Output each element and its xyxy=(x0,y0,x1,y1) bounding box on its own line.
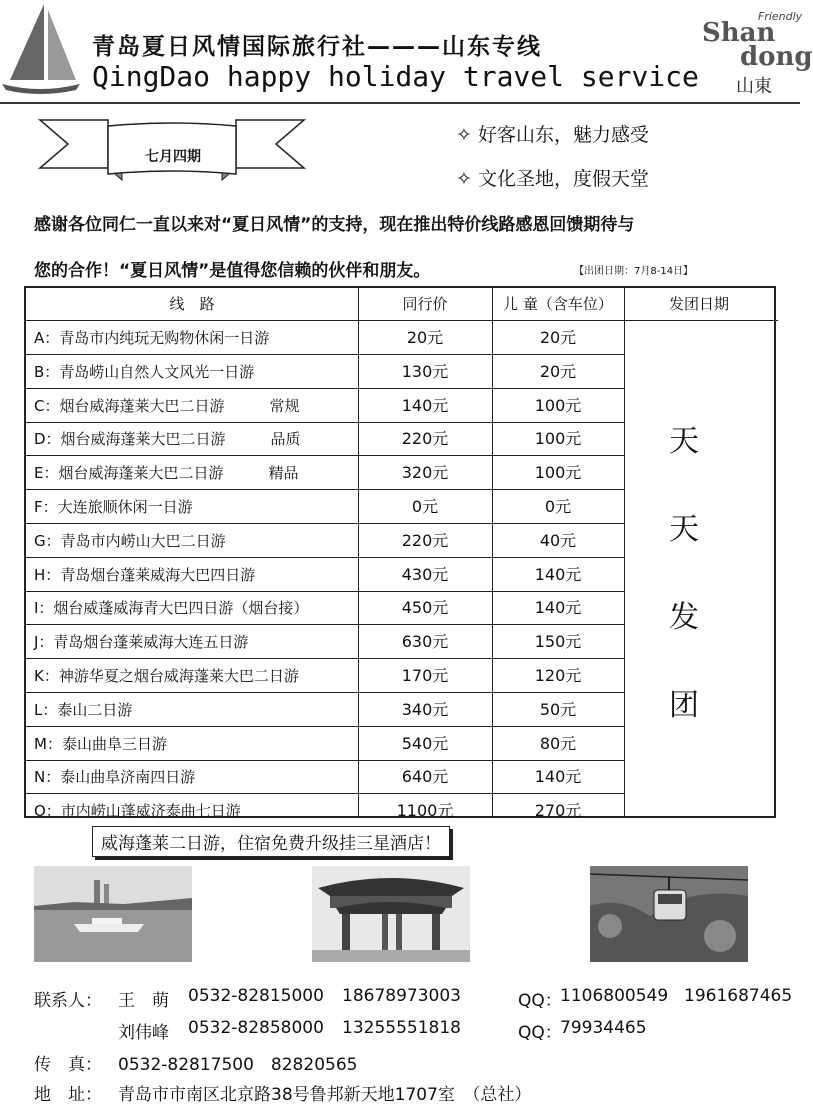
adult-price: 220元 xyxy=(401,530,449,550)
adult-price: 220元 xyxy=(401,429,449,449)
child-price: 0元 xyxy=(544,497,572,516)
agency-title-en: QingDao happy holiday travel service xyxy=(92,60,699,93)
adult-price: 340元 xyxy=(401,699,449,719)
table-row xyxy=(26,558,624,592)
header-child-price: 儿 童（含车位） xyxy=(503,295,613,313)
header-route: 线 路 xyxy=(169,295,215,313)
adult-price: 170元 xyxy=(401,666,449,685)
route-name: B：青岛崂山自然人文风光一日游 xyxy=(34,362,255,381)
agency-title-cn: 青岛夏日风情国际旅行社———山东专线 xyxy=(92,34,542,60)
brand-friendly: Friendly xyxy=(758,10,803,23)
child-price: 20元 xyxy=(539,328,577,347)
route-name: C：烟台威海蓬莱大巴二日游 常规 xyxy=(34,396,300,415)
brand-cn: 山東 xyxy=(736,76,772,97)
temple-gate-photo xyxy=(312,866,470,962)
table-row xyxy=(26,422,624,456)
daily-char: 天 xyxy=(669,424,699,459)
qq-2: 79934465 xyxy=(560,1018,647,1038)
adult-price: 140元 xyxy=(401,395,449,415)
route-name: J：青岛烟台蓬莱威海大连五日游 xyxy=(34,633,249,652)
address-label: 地 址： xyxy=(34,1085,102,1105)
contact-label: 联系人： xyxy=(34,991,102,1011)
daily-char: 团 xyxy=(669,688,699,723)
daily-char: 发 xyxy=(669,600,699,635)
child-price: 100元 xyxy=(534,395,582,415)
route-name: F：大连旅顺休闲一日游 xyxy=(34,498,193,516)
qq-1: 1106800549 xyxy=(560,986,669,1006)
qq-1b: 1961687465 xyxy=(684,986,793,1006)
child-price: 100元 xyxy=(534,429,582,449)
intro-line-2: 您的合作！“夏日风情”是值得您信赖的伙伴和朋友。 xyxy=(34,261,431,281)
child-price: 80元 xyxy=(539,733,577,753)
shandong-brand-logo xyxy=(696,8,813,97)
table-row xyxy=(26,321,624,355)
address-text: 青岛市市南区北京路38号鲁邦新天地1707室 （总社） xyxy=(118,1085,532,1105)
route-name: A：青岛市内纯玩无购物休闲一日游 xyxy=(34,329,270,347)
child-price: 150元 xyxy=(534,632,582,652)
cable-car-photo xyxy=(590,866,748,962)
table-row xyxy=(26,794,624,828)
table-row xyxy=(26,659,624,693)
fax-numbers: 0532-82817500 82820565 xyxy=(118,1055,358,1075)
price-table xyxy=(24,286,776,821)
adult-price: 430元 xyxy=(401,564,449,584)
adult-price: 130元 xyxy=(401,361,449,381)
route-name: H：青岛烟台蓬莱威海大巴四日游 xyxy=(34,565,256,584)
harbor-ferry-photo xyxy=(34,866,192,962)
adult-price: 640元 xyxy=(401,767,449,787)
adult-price: 630元 xyxy=(401,632,449,652)
route-name: I：烟台威蓬威海青大巴四日游（烟台接） xyxy=(34,599,309,618)
table-row xyxy=(26,693,624,727)
table-row xyxy=(26,727,624,761)
contact-mobile-2: 13255551818 xyxy=(342,1018,461,1038)
daily-char: 天 xyxy=(669,512,699,547)
child-price: 50元 xyxy=(539,699,577,719)
child-price: 120元 xyxy=(534,666,582,685)
table-row xyxy=(26,456,624,490)
contact-person-1: 王 萌 xyxy=(118,991,169,1011)
child-price: 40元 xyxy=(539,530,577,550)
child-price: 140元 xyxy=(534,564,582,584)
header-adult-price: 同行价 xyxy=(402,295,448,313)
contact-mobile-1: 18678973003 xyxy=(342,986,461,1006)
table-row xyxy=(26,625,624,659)
header-divider xyxy=(0,102,800,104)
table-row xyxy=(26,760,624,794)
slogan-1: ✧ 好客山东，魅力感受 xyxy=(456,124,649,146)
child-price: 140元 xyxy=(534,598,582,618)
qq-label-2: QQ： xyxy=(518,1023,562,1043)
fax-label: 传 真： xyxy=(34,1055,102,1075)
header-departure: 发团日期 xyxy=(668,295,729,313)
adult-price: 20元 xyxy=(406,328,444,347)
adult-price: 540元 xyxy=(401,733,449,753)
adult-price: 1100元 xyxy=(396,801,454,821)
child-price: 100元 xyxy=(534,463,582,483)
brand-shan: Shan xyxy=(702,18,776,48)
adult-price: 450元 xyxy=(401,598,449,618)
issue-label: 七月四期 xyxy=(145,149,201,165)
slogan-2: ✧ 文化圣地，度假天堂 xyxy=(456,168,649,190)
route-name: N：泰山曲阜济南四日游 xyxy=(34,768,196,787)
adult-price: 0元 xyxy=(411,497,439,516)
sailboat-logo xyxy=(0,0,82,95)
child-price: 140元 xyxy=(534,767,582,787)
route-name: D：烟台威海蓬莱大巴二日游 品质 xyxy=(34,430,301,449)
route-name: K：神游华夏之烟台威海蓬莱大巴二日游 xyxy=(34,667,299,685)
child-price: 270元 xyxy=(534,801,582,821)
contact-phone-1: 0532-82815000 xyxy=(188,986,324,1006)
route-name: M：泰山曲阜三日游 xyxy=(34,734,167,753)
route-name: O：市内崂山蓬威济泰曲七日游 xyxy=(34,802,241,821)
adult-price: 320元 xyxy=(401,463,449,483)
qq-label-1: QQ： xyxy=(518,991,562,1011)
intro-line-1: 感谢各位同仁一直以来对“夏日风情”的支持，现在推出特价线路感恩回馈期待与 xyxy=(34,215,635,235)
route-name: G：青岛市内崂山大巴二日游 xyxy=(34,531,226,550)
table-row xyxy=(26,355,624,389)
promo-banner: 威海蓬莱二日游，住宿免费升级挂三星酒店！ xyxy=(92,826,450,857)
brand-dong: dong xyxy=(740,42,813,72)
route-name: L：泰山二日游 xyxy=(34,700,133,719)
child-price: 20元 xyxy=(539,361,577,381)
col-divider xyxy=(624,288,625,816)
contact-phone-2: 0532-82858000 xyxy=(188,1018,324,1038)
contact-person-2: 刘伟峰 xyxy=(118,1023,169,1043)
table-row xyxy=(26,389,624,423)
table-row xyxy=(26,591,624,625)
table-row xyxy=(26,524,624,558)
route-name: E：烟台威海蓬莱大巴二日游 精品 xyxy=(34,464,299,483)
departure-date-note: 【出团日期：7月8-14日】 xyxy=(574,266,694,277)
table-row xyxy=(26,490,624,524)
